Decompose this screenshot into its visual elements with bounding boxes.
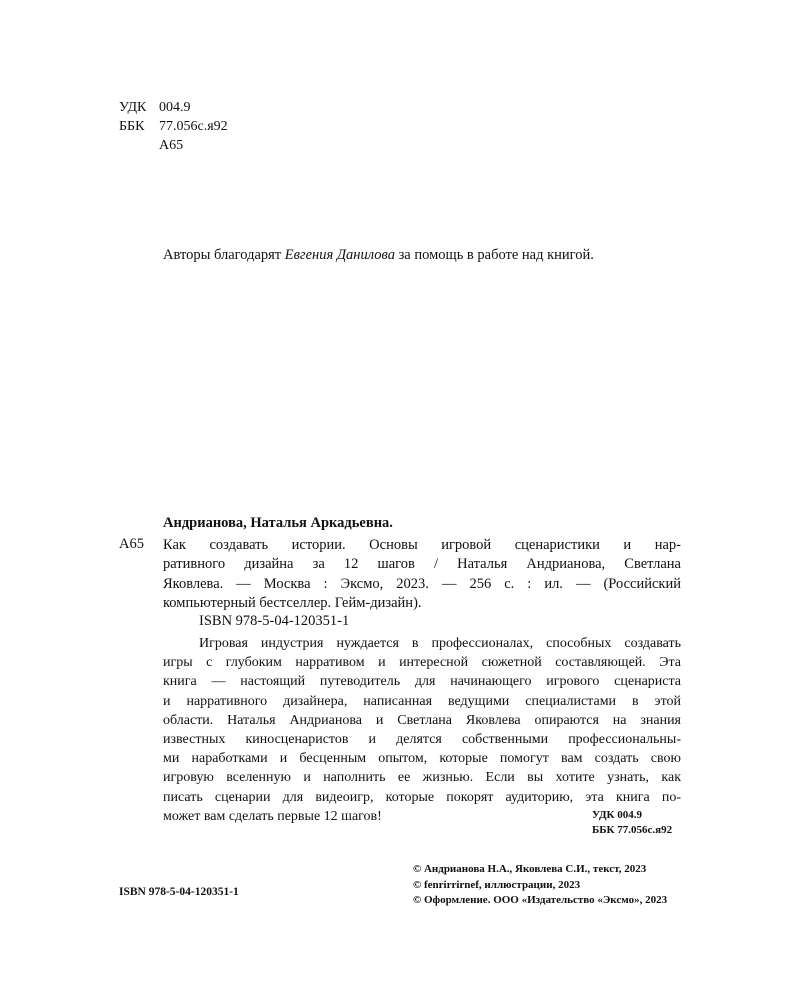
- bbk-small: ББК 77.056с.я92: [592, 824, 673, 836]
- abstract-line: и нарративного дизайнера, написанная ведущими специалистами в этой: [163, 693, 681, 709]
- udk-row: [119, 98, 228, 117]
- record-line: Как создавать истории. Основы игровой сценаристики и нар-: [163, 537, 681, 553]
- abstract-line: может вам сделать первые 12 шагов!: [163, 808, 382, 824]
- classification-small: [592, 808, 672, 838]
- abstract-line: известных киносценаристов и делятся собственными профессиональны-: [163, 731, 681, 747]
- classification-block: [119, 98, 228, 155]
- abstract-line: книга — настоящий путеводитель для начинающего игрового сценариста: [163, 674, 681, 690]
- udk-small: УДК 004.9: [592, 809, 643, 821]
- acknowledgement: [163, 247, 594, 264]
- record-line: Яковлева. — Москва : Эксмо, 2023. — 256 с. : ил. — (Российский: [163, 575, 681, 592]
- abstract-line: игры с глубоким нарративом и интересной сюжетной составляющей. Эта: [163, 655, 681, 671]
- acknowledgement-before: Авторы благодарят: [163, 247, 285, 263]
- copyright-line: © Андрианова Н.А., Яковлева С.И., текст, 2023: [413, 863, 647, 875]
- bbk-row: [119, 117, 228, 136]
- abstract-line: ми наработками и бесценным опытом, которые помогут вам создать свою: [163, 751, 681, 767]
- udk-value: 004.9: [159, 100, 191, 115]
- bbk-label: ББК: [119, 119, 145, 134]
- record-author-mark: А65: [119, 536, 144, 552]
- bibliographic-record: [163, 536, 681, 613]
- author-mark: А65: [159, 138, 184, 153]
- copyright-line: © fenrirrirnef, иллюстрации, 2023: [413, 878, 581, 891]
- abstract-line: игровую вселенную и наполнить ее жизнью. Если вы хотите узнать, как: [163, 770, 681, 786]
- isbn: ISBN 978-5-04-120351-1: [199, 613, 350, 629]
- bbk-value: 77.056с.я92: [159, 119, 228, 134]
- isbn-bottom: ISBN 978-5-04-120351-1: [119, 886, 239, 898]
- udk-label: УДК: [119, 100, 147, 115]
- abstract-line: Игровая индустрия нуждается в профессионалах, способных создавать: [199, 636, 681, 651]
- acknowledgement-after: за помощь в работе над книгой.: [394, 247, 594, 263]
- author-heading: Андрианова, Наталья Аркадьевна.: [163, 515, 393, 531]
- abstract-line: области. Наталья Андрианова и Светлана Яковлева опираются на знания: [163, 712, 681, 728]
- acknowledgement-name: Евгения Данилова: [284, 247, 395, 263]
- record-line: ративного дизайна за 12 шагов / Наталья Андрианова, Светлана: [163, 556, 681, 573]
- abstract-line: писать сценарии для видеоигр, которые покорят аудиторию, эта книга по-: [163, 789, 681, 805]
- copyright-block: [413, 862, 667, 909]
- copyright-line: © Оформление. ООО «Издательство «Эксмо», 2023: [413, 894, 668, 906]
- record-line: компьютерный бестселлер. Гейм-дизайн).: [163, 594, 422, 611]
- abstract: [163, 634, 681, 826]
